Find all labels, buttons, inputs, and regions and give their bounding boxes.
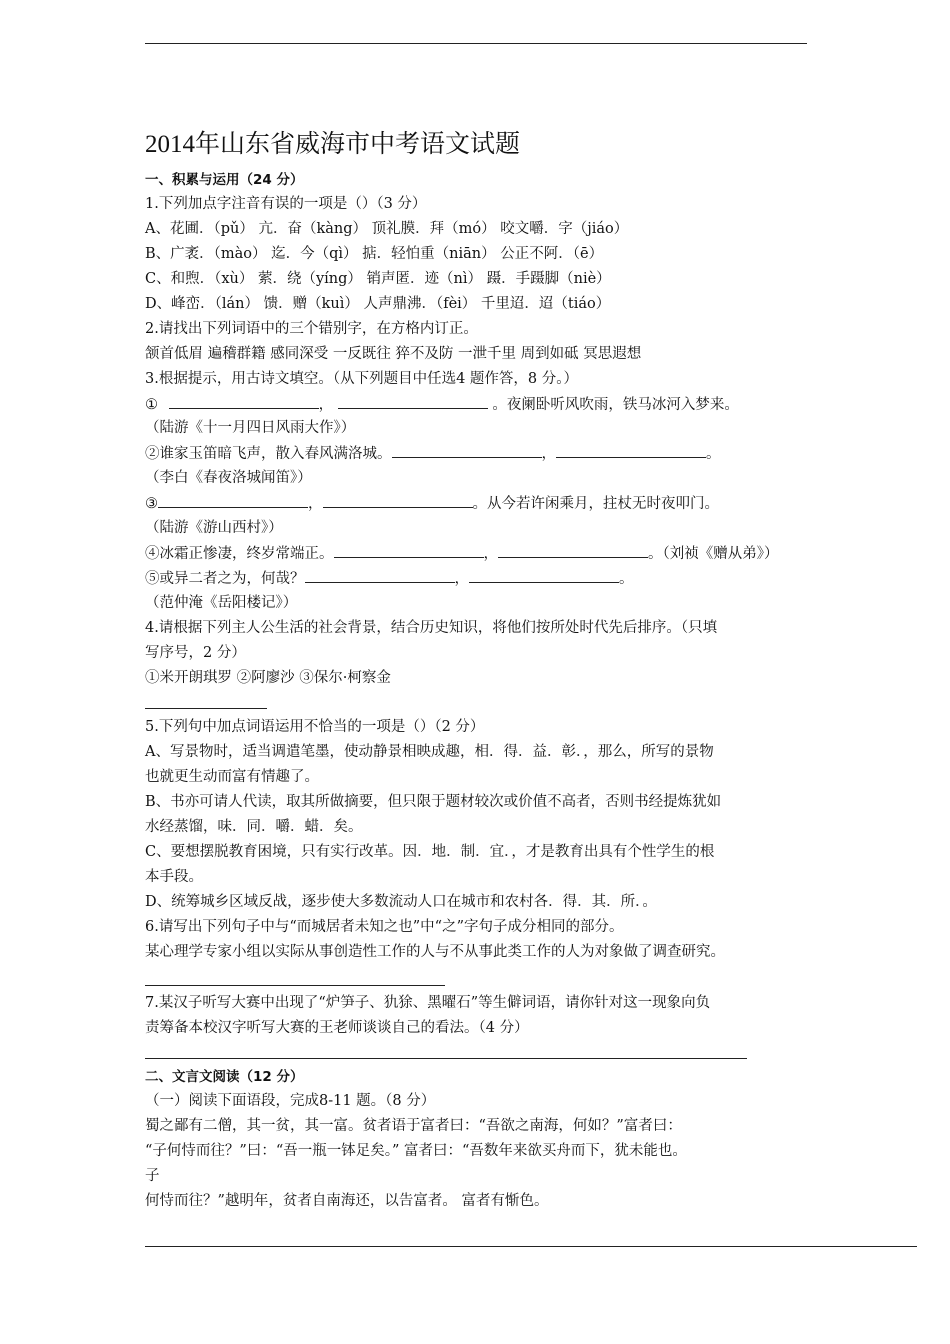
q6-answer-line[interactable] — [145, 985, 445, 986]
q3-item-1-comma: ， — [318, 397, 334, 413]
q3-item-5-suffix: 。 — [619, 571, 634, 587]
answer-blank[interactable] — [469, 568, 619, 583]
passage-line: “子何恃而往？”曰：“吾一瓶一钵足矣。” 富者曰：“吾数年来欲买舟而下，犹未能也。 — [145, 1143, 687, 1159]
q3-item-4-prefix: ④冰霜正惨凄，终岁常端正。 — [145, 546, 334, 562]
q5-line: C、要想摆脱教育困境，只有实行改革。因．地．制．宜．，才是教育出具有个性学生的根 — [145, 844, 715, 860]
q1-option-a: A、花圃．（pǔ） 亢．奋（kàng） 顶礼膜．拜（mó） 咬文嚼．字（jiáo） — [145, 221, 629, 237]
answer-blank[interactable] — [323, 493, 473, 508]
q3-item-4-comma: ， — [483, 546, 498, 562]
answer-blank[interactable] — [334, 543, 484, 558]
passage-line: 何恃而往？”越明年，贫者自南海还，以告富者。 富者有惭色。 — [145, 1193, 549, 1209]
q3-item-5 — [145, 568, 634, 589]
q3-item-4-suffix: 。（刘祯《赠从弟》） — [648, 546, 779, 562]
q3-item-5-comma: ， — [454, 571, 469, 587]
answer-blank[interactable] — [556, 443, 706, 458]
section2-subheading: （一）阅读下面语段，完成8-11 题。（8 分） — [145, 1093, 436, 1109]
section2-heading: 二、文言文阅读（12 分） — [145, 1069, 304, 1085]
q3-item-2-comma: ， — [541, 446, 556, 462]
q4-stem-line2: 写序号，2 分） — [145, 645, 246, 661]
q1-option-b: B、广袤．（mào） 迄．今（qì） 掂．轻怕重（niān） 公正不阿．（ē） — [145, 246, 604, 262]
answer-blank[interactable] — [305, 568, 455, 583]
answer-blank[interactable] — [392, 443, 542, 458]
bottom-rule — [145, 1246, 917, 1247]
q1-option-d: D、峰峦．（lán） 馈．赠（kuì） 人声鼎沸．（fèi） 千里迢．迢（tiáo） — [145, 296, 611, 312]
q5-line: B、书亦可请人代读，取其所做摘要，但只限于题材较次或价值不高者，否则书经提炼犹如 — [145, 794, 722, 810]
answer-blank[interactable] — [338, 394, 488, 409]
q3-item-5-source: （范仲淹《岳阳楼记》） — [145, 595, 298, 611]
q3-item-1 — [145, 394, 739, 415]
top-rule — [145, 43, 807, 44]
q3-item-3-source: （陆游《游山西村》） — [145, 520, 283, 536]
q7-line2: 责筹备本校汉字听写大赛的王老师谈谈自己的看法。（4 分） — [145, 1020, 529, 1036]
page-title: 2014年山东省威海市中考语文试题 — [145, 131, 521, 158]
answer-blank[interactable] — [158, 493, 308, 508]
passage-line: 子 — [145, 1168, 160, 1184]
q3-item-2-source: （李白《春夜洛城闻笛》） — [145, 470, 312, 486]
q3-item-2-prefix: ②谁家玉笛暗飞声，散入春风满洛城。 — [145, 446, 392, 462]
q1-stem: 1.下列加点字注音有误的一项是（）（3 分） — [145, 196, 427, 212]
answer-blank[interactable] — [169, 394, 319, 409]
q4-options: ①米开朗琪罗 ②阿廖沙 ③保尔·柯察金 — [145, 670, 391, 686]
answer-blank[interactable] — [498, 543, 648, 558]
q1-option-c: C、和煦．（xù） 萦．绕（yíng） 销声匿．迹（nì） 蹑．手蹑脚（niè） — [145, 271, 611, 287]
q5-stem: 5.下列句中加点词语运用不恰当的一项是（）（2 分） — [145, 719, 485, 735]
section1-heading: 一、积累与运用（24 分） — [145, 172, 304, 188]
q3-item-3-suffix: 。从今若许闲乘月，拄杖无时夜叩门。 — [472, 496, 719, 512]
q3-item-4 — [145, 543, 779, 564]
q5-line: 水经蒸馏，味．同．嚼．蜡．矣。 — [145, 819, 363, 835]
q3-item-2 — [145, 443, 721, 464]
q4-stem-line1: 4.请根据下列主人公生活的社会背景，结合历史知识，将他们按所处时代先后排序。（只填 — [145, 620, 718, 636]
q5-line: A、写景物时，适当调遣笔墨，使动静景相映成趣，相．得．益．彰．，那么，所写的景物 — [145, 744, 714, 760]
passage-line: 蜀之鄙有二僧，其一贫，其一富。贫者语于富者曰：“吾欲之南海，何如？”富者曰： — [145, 1118, 682, 1134]
q3-item-1-source: （陆游《十一月四日风雨大作》） — [145, 420, 356, 436]
q3-item-3 — [145, 493, 719, 514]
q3-item-1-prefix: ① — [145, 397, 158, 413]
q7-answer-line[interactable] — [145, 1058, 747, 1059]
q3-item-5-prefix: ⑤或异二者之为，何哉？ — [145, 571, 305, 587]
q2-words: 颔首低眉 遍稽群籍 感同深受 一反既往 猝不及防 一泄千里 周到如砥 冥思遐想 — [145, 346, 642, 362]
q6-sentence: 某心理学专家小组以实际从事创造性工作的人与不从事此类工作的人为对象做了调查研究。 — [145, 944, 725, 960]
q5-line: D、统筹城乡区域反战，逐步使大多数流动人口在城市和农村各．得．其．所．。 — [145, 894, 657, 910]
q3-item-1-suffix: 。夜阑卧听风吹雨，铁马冰河入梦来。 — [492, 397, 739, 413]
q4-answer-line[interactable] — [145, 708, 267, 709]
q3-item-3-comma: ， — [308, 496, 323, 512]
q3-item-2-suffix: 。 — [706, 446, 721, 462]
q2-stem: 2.请找出下列词语中的三个错别字，在方格内订正。 — [145, 321, 478, 337]
q3-item-3-prefix: ③ — [145, 496, 158, 512]
q6-stem: 6.请写出下列句子中与“而城居者未知之也”中“之”字句子成分相同的部分。 — [145, 919, 624, 935]
q3-stem: 3.根据提示，用古诗文填空。（从下列题目中任选4 题作答，8 分。） — [145, 371, 579, 387]
q5-line: 也就更生动而富有情趣了。 — [145, 769, 319, 785]
q7-line1: 7.某汉子听写大赛中出现了“炉笋子、犰狳、黑曜石”等生僻词语，请你针对这一现象向负 — [145, 995, 711, 1011]
q5-line: 本手段。 — [145, 869, 203, 885]
